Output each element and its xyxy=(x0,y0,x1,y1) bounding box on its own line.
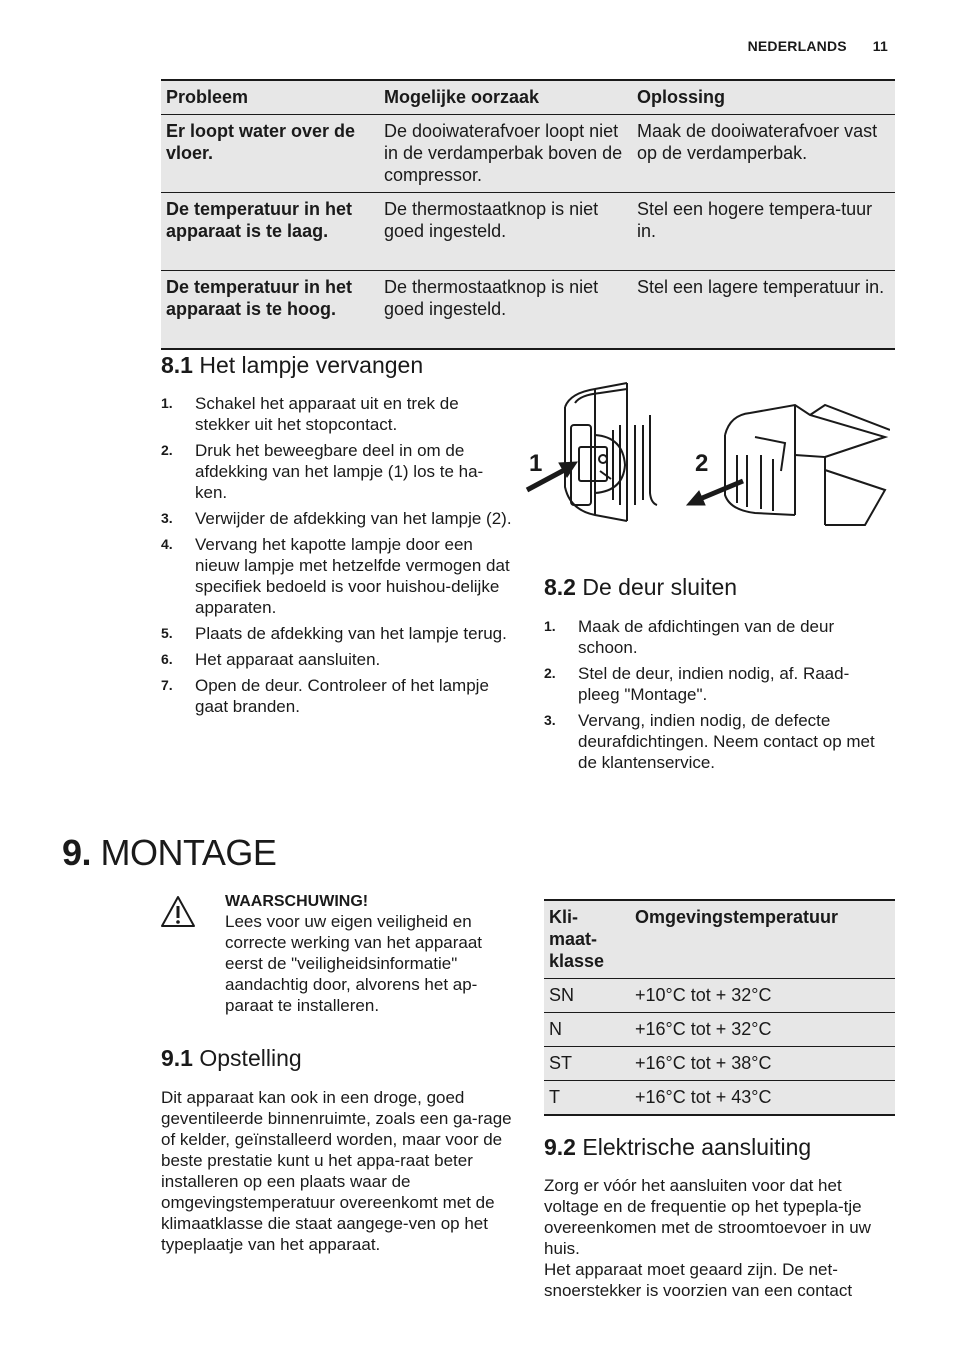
table-cell-temperature: +16°C tot + 32°C xyxy=(630,1013,895,1047)
table-cell-problem: De temperatuur in het apparaat is te hoog. xyxy=(161,271,379,349)
climate-class-table xyxy=(544,899,895,1116)
table-cell-class: SN xyxy=(544,979,630,1013)
list-item: 4. Vervang het kapotte lampje door een nieuw lampje met hetzelfde vermogen dat specifiek bedoeld is voor huishou-delijke apparaten. xyxy=(161,535,510,617)
table-row xyxy=(161,193,895,271)
warning-icon xyxy=(160,895,200,931)
section-title: Het lampje vervangen xyxy=(199,352,424,378)
electrical-paragraph xyxy=(544,1175,889,1301)
table-cell-cause: De thermostaatknop is niet goed ingesteld. xyxy=(379,193,632,271)
installation-paragraph: Dit apparaat kan ook in een droge, goed geventileerde binnenruimte, zoals een ga-rage of kelder, geïnstalleerd worden, maar voor de beste prestatie kunt u het appa-raat beter installeren op een plaats waar de omgevingstemperatuur overeenkomt met de klimaatklasse die staat aangege-ven op het typeplaatje van het apparaat. xyxy=(161,1088,512,1254)
list-item: 1. Maak de afdichtingen van de deur schoon. xyxy=(544,617,835,657)
column-header-oorzaak: Mogelijke oorzaak xyxy=(379,80,632,115)
column-header-omgevingstemperatuur: Omgevingstemperatuur xyxy=(630,900,895,979)
table-row xyxy=(161,271,895,349)
lamp-cover-illustration xyxy=(525,375,890,530)
table-cell-cause: De dooiwaterafvoer loopt niet in de verdamperbak boven de compressor. xyxy=(379,115,632,193)
column-header-klimaatklasse: Kli-maat-klasse xyxy=(544,900,630,979)
table-row xyxy=(544,1081,895,1116)
column-header-oplossing: Oplossing xyxy=(632,80,895,115)
troubleshooting-table xyxy=(161,79,895,350)
section-number: 9.1 xyxy=(161,1045,193,1071)
table-cell-problem: De temperatuur in het apparaat is te laag. xyxy=(161,193,379,271)
table-header-row xyxy=(161,80,895,115)
page-header xyxy=(748,38,888,54)
table-row xyxy=(544,1013,895,1047)
table-cell-cause: De thermostaatknop is niet goed ingesteld. xyxy=(379,271,632,349)
list-item: 3. Verwijder de afdekking van het lampje (2). xyxy=(161,509,512,528)
table-row xyxy=(161,115,895,193)
column-header-probleem: Probleem xyxy=(161,80,379,115)
language-label: NEDERLANDS xyxy=(747,38,847,54)
table-cell-temperature: +10°C tot + 32°C xyxy=(630,979,895,1013)
list-item: 2. Druk het beweegbare deel in om de afdekking van het lampje (1) los te ha-ken. xyxy=(161,441,484,502)
door-closing-steps xyxy=(544,616,886,778)
table-cell-class: N xyxy=(544,1013,630,1047)
illustration-label-1: 1 xyxy=(529,450,543,477)
table-cell-solution: Stel een lagere temperatuur in. xyxy=(632,271,895,349)
table-cell-temperature: +16°C tot + 43°C xyxy=(630,1081,895,1116)
table-header-row xyxy=(544,900,895,979)
table-cell-problem: Er loopt water over de vloer. xyxy=(161,115,379,193)
section-title: De deur sluiten xyxy=(582,574,738,600)
lamp-replacement-steps xyxy=(161,393,513,722)
list-item: 3. Vervang, indien nodig, de defecte deurafdichtingen. Neem contact op met de klantenservice. xyxy=(544,711,875,772)
list-item: 7. Open de deur. Controleer of het lampje gaat branden. xyxy=(161,676,489,716)
electrical-text-1: Zorg er vóór het aansluiten voor dat het voltage en de frequentie op het typepla-tje overeenkomen met de stroomtoevoer in uw huis. xyxy=(544,1176,871,1258)
chapter-name: MONTAGE xyxy=(100,832,277,873)
section-title: Elektrische aansluiting xyxy=(582,1134,812,1160)
section-heading-9-2 xyxy=(544,1134,811,1161)
section-title: Opstelling xyxy=(199,1045,302,1071)
electrical-text-2: Het apparaat moet geaard zijn. De net-snoerstekker is voorzien van een contact xyxy=(544,1260,853,1300)
table-cell-class: T xyxy=(544,1081,630,1116)
page-number: 11 xyxy=(872,38,888,54)
chapter-number: 9. xyxy=(62,832,92,873)
table-row xyxy=(544,1047,895,1081)
section-heading-8-1 xyxy=(161,352,423,379)
table-cell-class: ST xyxy=(544,1047,630,1081)
section-number: 9.2 xyxy=(544,1134,576,1160)
illustration-label-2: 2 xyxy=(695,450,709,477)
warning-box xyxy=(225,893,515,1016)
warning-text: Lees voor uw eigen veiligheid en correcte werking van het apparaat eerst de "veiligheidsinformatie" aandachtig door, alvorens het ap-paraat te installeren. xyxy=(225,912,483,1015)
section-heading-9-1 xyxy=(161,1045,302,1072)
warning-title: WAARSCHUWING! xyxy=(225,893,369,910)
table-cell-solution: Stel een hogere tempera-tuur in. xyxy=(632,193,895,271)
chapter-title xyxy=(62,832,276,874)
list-item: 1. Schakel het apparaat uit en trek de stekker uit het stopcontact. xyxy=(161,394,459,434)
section-number: 8.1 xyxy=(161,352,193,378)
list-item: 6. Het apparaat aansluiten. xyxy=(161,650,381,669)
section-number: 8.2 xyxy=(544,574,576,600)
section-heading-8-2 xyxy=(544,574,737,601)
table-cell-solution: Maak de dooiwaterafvoer vast op de verdamperbak. xyxy=(632,115,895,193)
list-item: 5. Plaats de afdekking van het lampje terug. xyxy=(161,624,507,643)
table-row xyxy=(544,979,895,1013)
list-item: 2. Stel de deur, indien nodig, af. Raad-pleeg "Montage". xyxy=(544,664,850,704)
table-cell-temperature: +16°C tot + 38°C xyxy=(630,1047,895,1081)
lamp-cover-drawing xyxy=(525,375,890,530)
